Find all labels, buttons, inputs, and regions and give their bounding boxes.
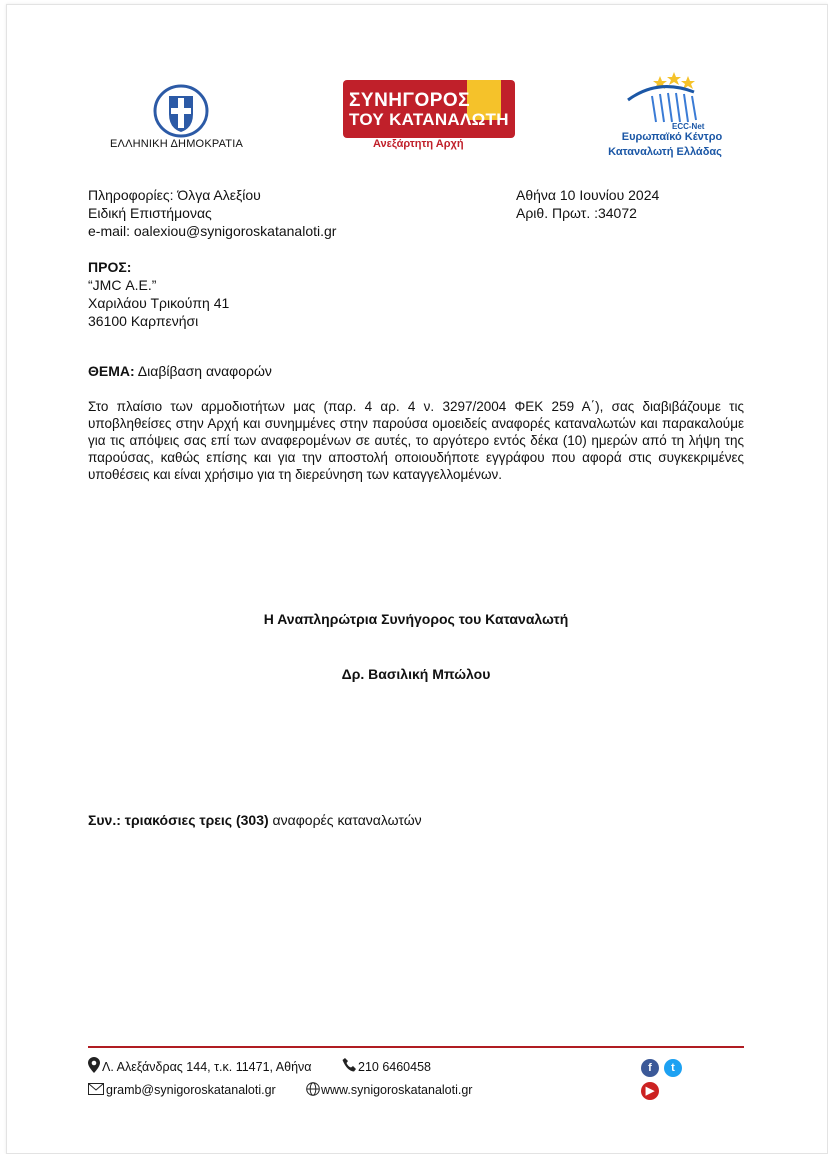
logo-line2: ΤΟΥ ΚΑΤΑΝΑΛΩΤΗ (349, 110, 509, 129)
globe-icon (306, 1082, 320, 1096)
document-date: Αθήνα 10 Ιουνίου 2024 (516, 187, 660, 203)
attachment-text: αναφορές καταναλωτών (268, 812, 422, 828)
recipient-city: 36100 Καρπενήσι (88, 313, 199, 329)
recipient-name: “JMC Α.Ε.” (88, 277, 157, 293)
ombudsman-logo (343, 80, 518, 150)
youtube-icon[interactable]: ▶ (641, 1082, 659, 1100)
attachment-line (88, 811, 422, 829)
ecc-net-label: ECC-Net (672, 122, 705, 131)
signature-title: Η Αναπληρώτρια Συνήγορος του Καταναλωτή (263, 611, 569, 627)
facebook-icon[interactable]: f (641, 1059, 659, 1077)
recipient-label: ΠΡΟΣ: (88, 259, 132, 275)
twitter-icon[interactable]: t (664, 1059, 682, 1077)
info-email[interactable]: e-mail: oalexiou@synigoroskatanaloti.gr (88, 223, 337, 239)
attachment-label: Συν.: τριακόσιες τρεις (303) (88, 812, 269, 828)
subject-text: Διαβίβαση αναφορών (134, 363, 272, 379)
email-icon (88, 1083, 104, 1095)
ecc-logo (600, 70, 730, 160)
location-pin-icon (88, 1057, 100, 1073)
footer-website[interactable]: www.synigoroskatanaloti.gr (321, 1083, 473, 1097)
info-role: Ειδική Επιστήμονας (88, 205, 212, 221)
phone-icon (342, 1058, 356, 1072)
info-contact: Πληροφορίες: Όλγα Αλεξίου (88, 187, 261, 203)
ecc-line1: Ευρωπαϊκό Κέντρο (621, 131, 723, 143)
subject-label: ΘΕΜΑ: (88, 363, 135, 379)
body-paragraph: Στο πλαίσιο των αρμοδιοτήτων μας (παρ. 4 αρ. 4 ν. 3297/2004 ΦΕΚ 259 Α΄), σας διαβιβάζουμε τις υποβληθείσες στην Αρχή και συνημμένες στην παρούσα ομοειδείς αναφορές καταναλωτών και παρακαλούμε για τις απόψεις σας επί των αναφερομένων σε αυτές, το αργότερο εντός δέκα (10) ημερών από τη λήψη της παρούσας, καθώς επίσης και για την αποστολή οποιουδήποτε εγγράφου που αφορά στις συγκεκριμένες υποθέσεις και είναι χρήσιμο για τη διερεύνηση των καταγγελλομένων. (88, 399, 744, 482)
info-block (88, 186, 336, 240)
footer-address: Λ. Αλεξάνδρας 144, τ.κ. 11471, Αθήνα (102, 1060, 312, 1074)
logo-line1: ΣΥΝΗΓΟΡΟΣ (349, 90, 471, 111)
gov-label: ΕΛΛΗΝΙΚΗ ΔΗΜΟΚΡΑΤΙΑ (110, 138, 244, 150)
ecc-line2: Καταναλωτή Ελλάδας (608, 146, 722, 158)
page-frame (6, 4, 828, 1154)
footer-email[interactable]: gramb@synigoroskatanaloti.gr (106, 1083, 276, 1097)
date-block (516, 186, 659, 222)
signature-name: Δρ. Βασιλική Μπώλου (341, 666, 491, 682)
ecc-emblem-icon (622, 70, 722, 124)
footer-divider (88, 1046, 744, 1048)
subject-line (88, 362, 272, 380)
greek-coat-of-arms-icon (152, 84, 210, 138)
protocol-number: Αριθ. Πρωτ. :34072 (516, 205, 637, 221)
logo-subtitle: Ανεξάρτητη Αρχή (373, 138, 464, 150)
recipient-street: Χαριλάου Τρικούπη 41 (88, 295, 230, 311)
recipient-block (88, 258, 229, 330)
footer-phone: 210 6460458 (358, 1060, 431, 1074)
